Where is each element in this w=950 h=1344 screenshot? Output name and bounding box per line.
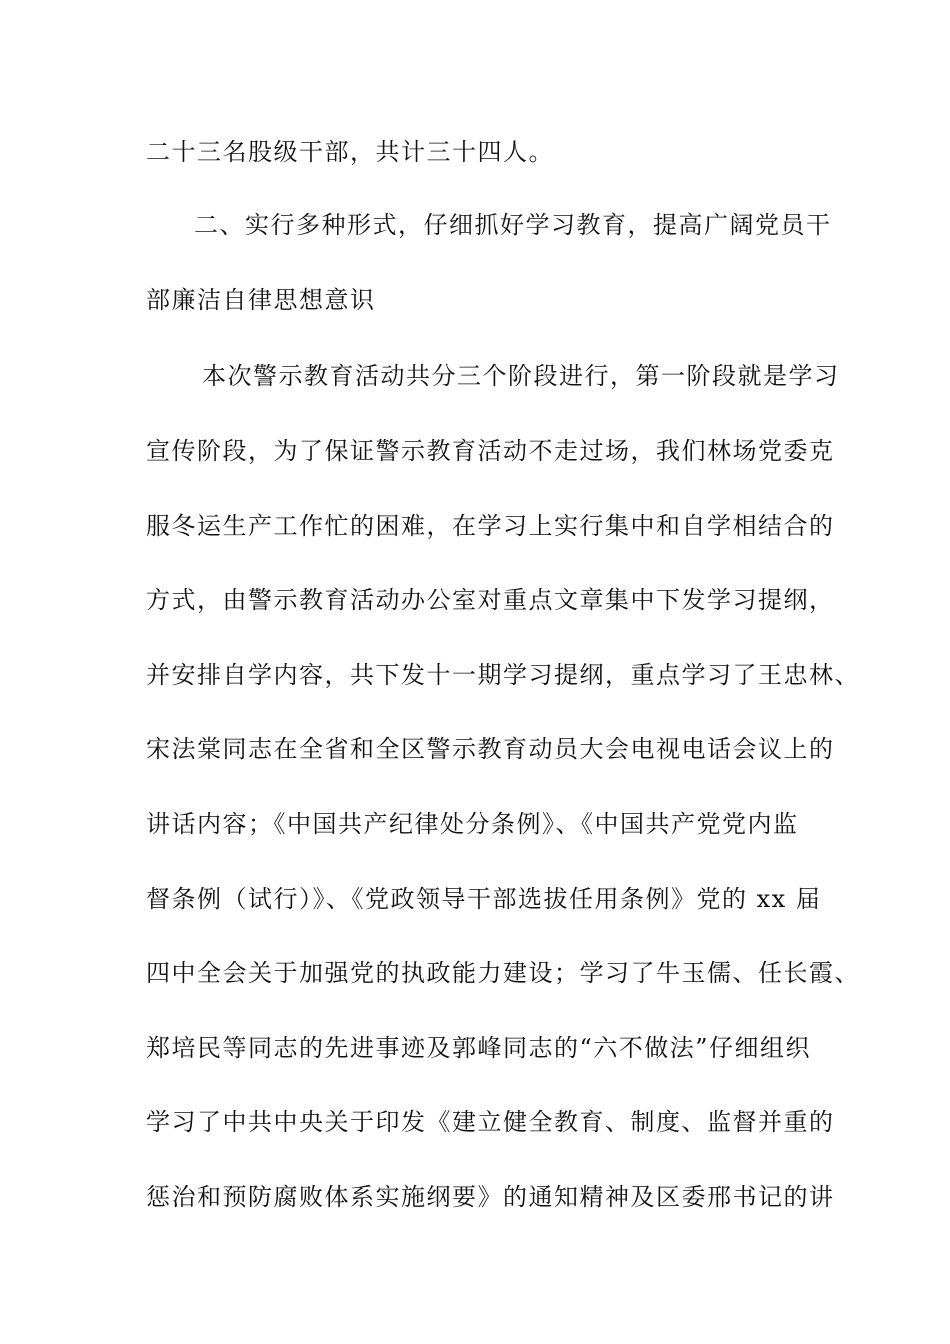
paragraph-line-14: 惩治和预防腐败体系实施纲要》的通知精神及区委邢书记的讲	[146, 1183, 835, 1211]
paragraph-line-8: 宋法棠同志在全省和全区警示教育动员大会电视电话会议上的	[146, 735, 835, 763]
paragraph-line-10: 督条例（试行）》、《党政领导干部选拔任用条例》党的 xx 届	[146, 885, 822, 913]
paragraph-line-5: 服冬运生产工作忙的困难，在学习上实行集中和自学相结合的	[146, 512, 835, 540]
paragraph-line-3: 本次警示教育活动共分三个阶段进行，第一阶段就是学习	[202, 362, 840, 390]
paragraph-line-13: 学习了中共中央关于印发《建立健全教育、制度、监督并重的	[146, 1108, 835, 1136]
paragraph-line-7: 并安排自学内容，共下发十一期学习提纲，重点学习了王忠林、	[146, 661, 860, 689]
section-heading-line-2: 部廉洁自律思想意识	[146, 286, 376, 314]
paragraph-line-6: 方式，由警示教育活动办公室对重点文章集中下发学习提纲，	[146, 586, 835, 614]
paragraph-line-1: 二十三名股级干部，共计三十四人。	[146, 138, 554, 166]
paragraph-line-4: 宣传阶段，为了保证警示教育活动不走过场，我们林场党委克	[146, 437, 835, 465]
section-heading-line-1: 二、实行多种形式，仔细抓好学习教育，提高广阔党员干	[194, 211, 832, 239]
paragraph-line-12: 郑培民等同志的先进事迹及郭峰同志的“六不做法”仔细组织	[146, 1034, 812, 1062]
paragraph-line-9: 讲话内容；《中国共产纪律处分条例》、《中国共产党党内监	[146, 810, 799, 838]
paragraph-line-11: 四中全会关于加强党的执政能力建设；学习了牛玉儒、任长霞、	[146, 959, 860, 987]
